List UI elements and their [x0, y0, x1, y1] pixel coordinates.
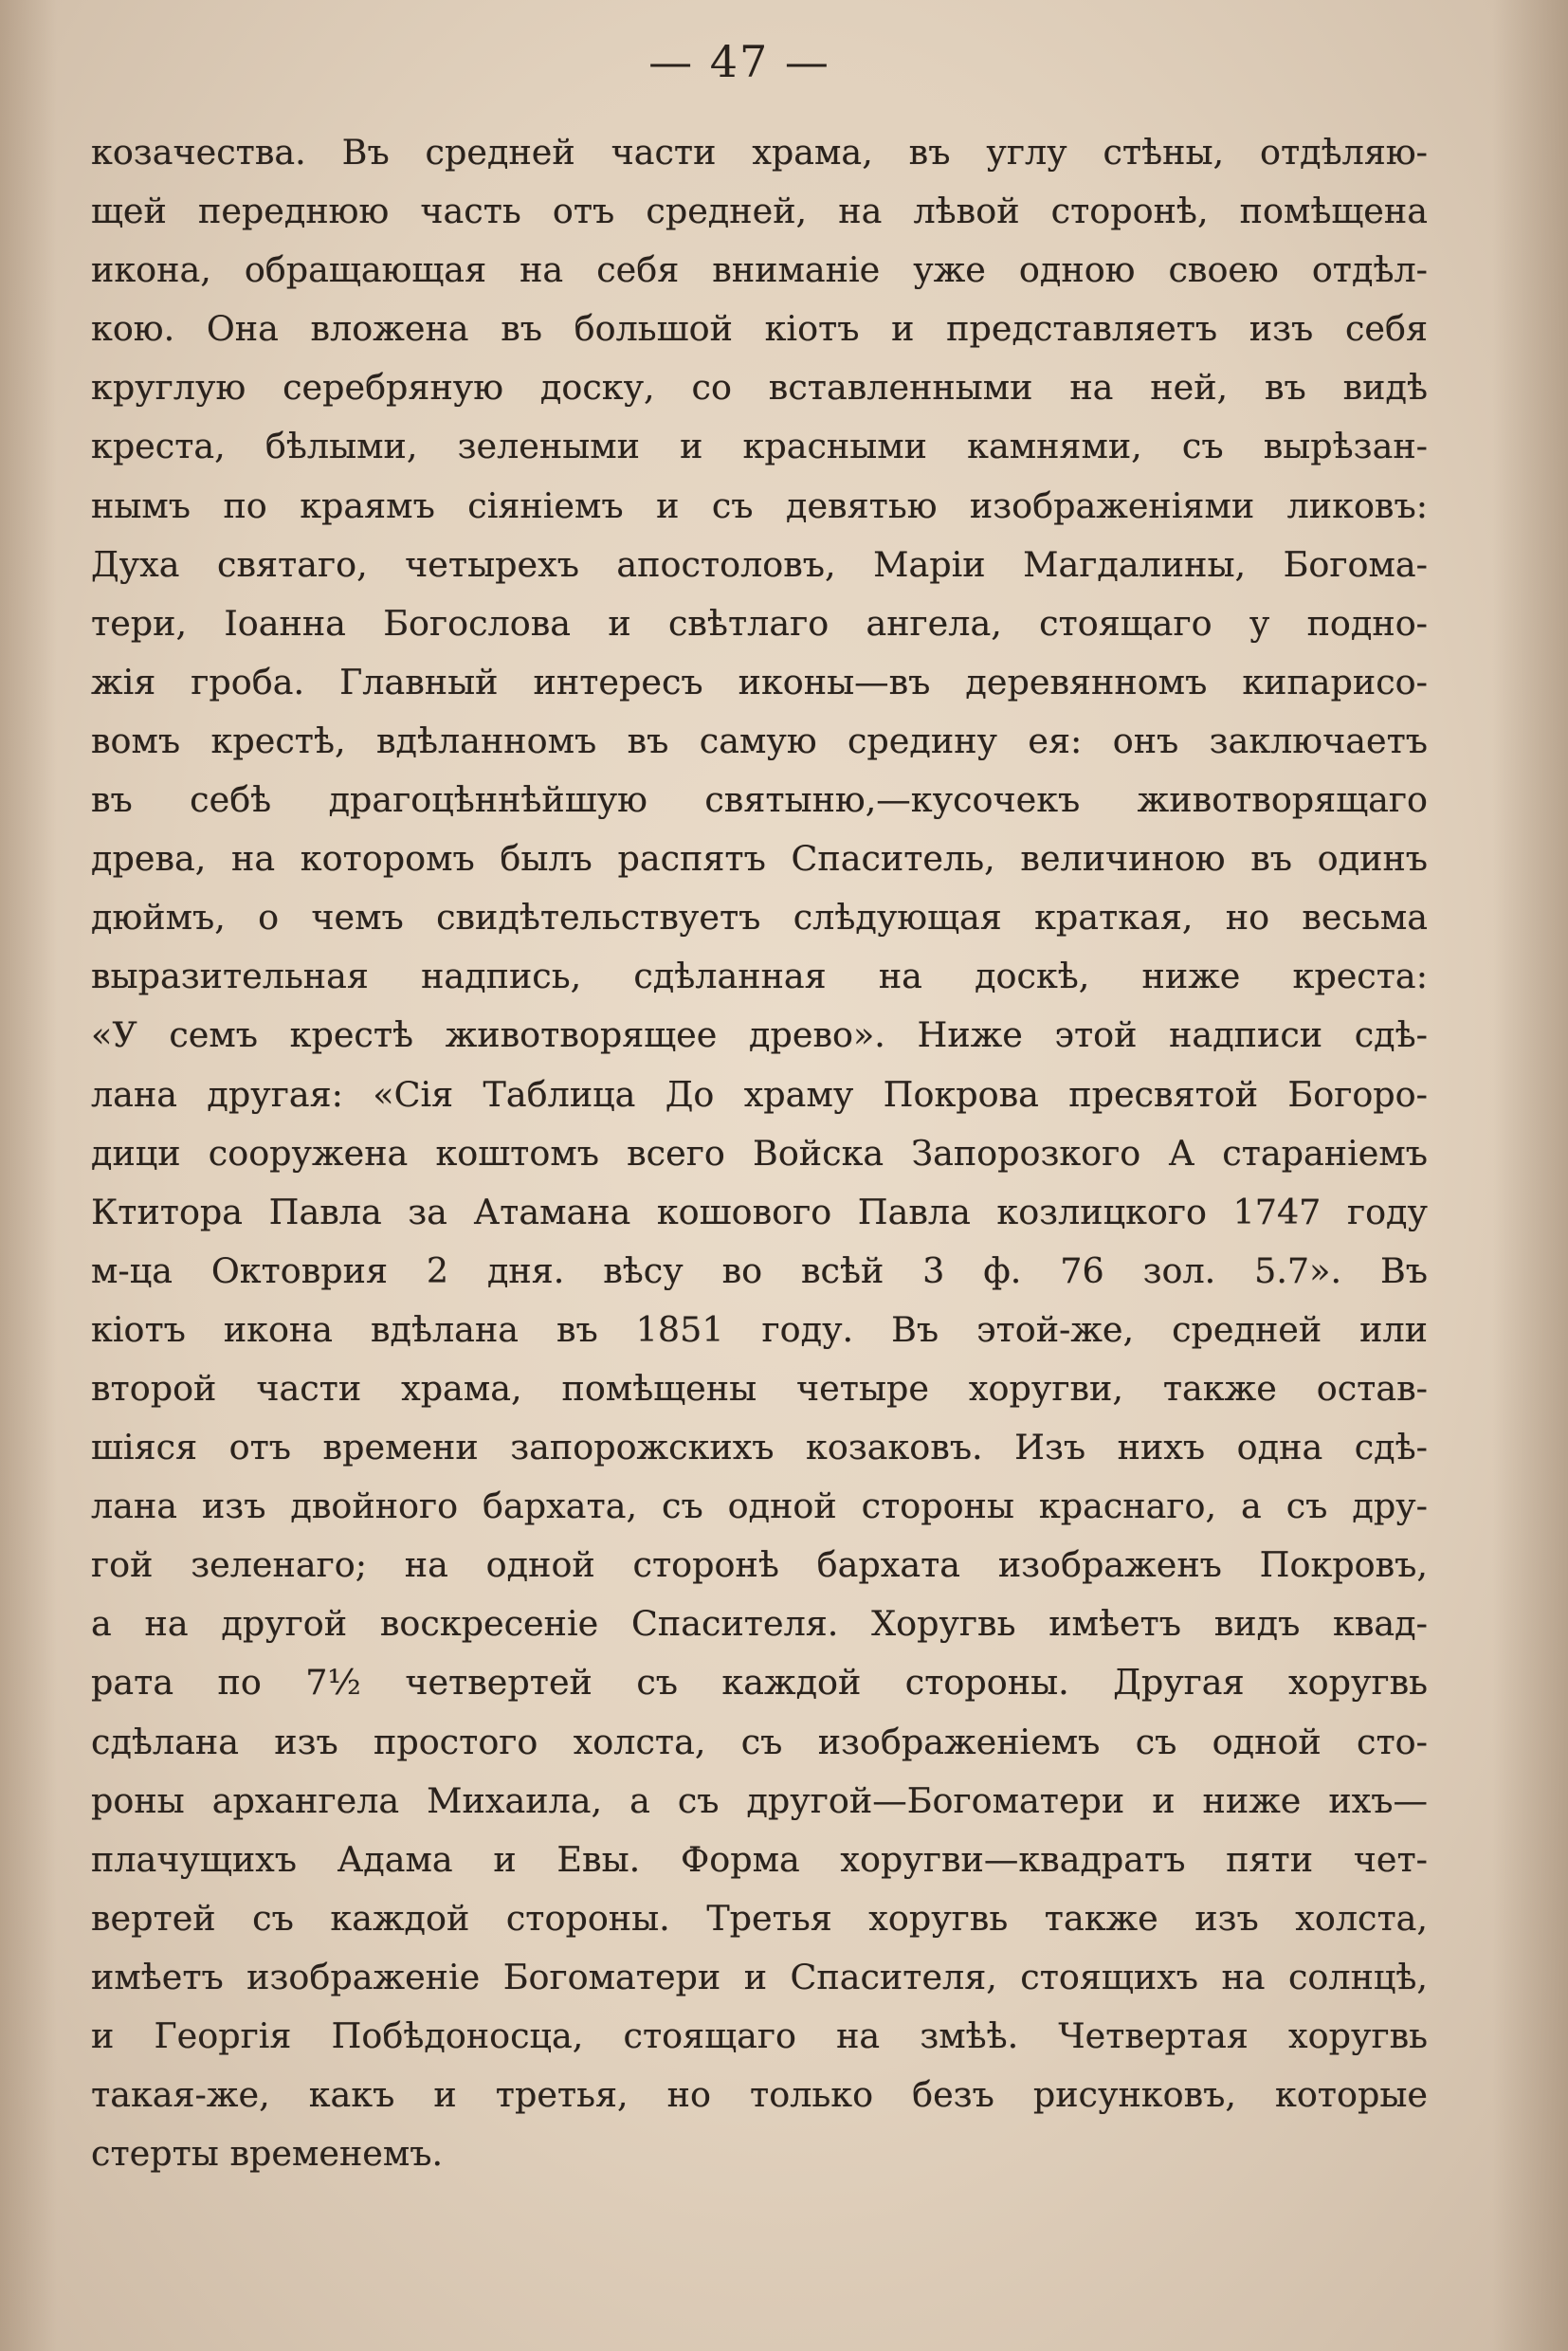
text-line: кою. Она вложена въ большой кіотъ и представляетъ изъ себя: [91, 308, 1428, 350]
text-line: лана изъ двойного бархата, съ одной стороны краснаго, а съ дру-: [91, 1485, 1428, 1527]
page-number: — 47 —: [648, 36, 830, 87]
text-line: тери, Іоанна Богослова и свѣтлаго ангела, стоящаго у подно-: [91, 602, 1428, 644]
text-line: второй части храма, помѣщены четыре хоругви, также остав-: [91, 1367, 1428, 1409]
body-text: [91, 123, 1428, 2183]
text-line: а на другой воскресеніе Спасителя. Хоругвь имѣетъ видъ квад-: [91, 1603, 1428, 1645]
text-line: вомъ крестѣ, вдѣланномъ въ самую средину ея: онъ заключаетъ: [91, 720, 1428, 761]
text-line: такая-же, какъ и третья, но только безъ рисунковъ, которые: [91, 2074, 1428, 2116]
text-line: имѣетъ изображеніе Богоматери и Спасителя, стоящихъ на солнцѣ,: [91, 1956, 1428, 1997]
text-line: рата по 7½ четвертей съ каждой стороны. Другая хоругвь: [91, 1662, 1428, 1704]
text-line: Духа святаго, четырехъ апостоловъ, Маріи Магдалины, Богома-: [91, 543, 1428, 585]
text-line: плачущихъ Адама и Евы. Форма хоругви—квадратъ пяти чет-: [91, 1838, 1428, 1880]
text-line: выразительная надпись, сдѣланная на доскѣ, ниже креста:: [91, 956, 1428, 997]
text-line: козачества. Въ средней части храма, въ углу стѣны, отдѣляю-: [91, 132, 1428, 173]
text-line: стерты временемъ.: [91, 2133, 444, 2175]
text-line: лана другая: «Сія Таблица До храму Покрова пресвятой Богоро-: [91, 1073, 1428, 1115]
text-line: круглую серебряную доску, со вставленными на ней, въ видѣ: [91, 367, 1428, 409]
text-line: кіотъ икона вдѣлана въ 1851 году. Въ этой-же, средней или: [91, 1308, 1428, 1350]
text-line: сдѣлана изъ простого холста, съ изображеніемъ съ одной сто-: [91, 1721, 1428, 1762]
text-line: древа, на которомъ былъ распятъ Спаситель, величиною въ одинъ: [91, 838, 1428, 880]
text-line: икона, обращающая на себя вниманіе уже одною своею отдѣл-: [91, 249, 1428, 291]
text-line: Ктитора Павла за Атамана кошового Павла козлицкого 1747 году: [91, 1191, 1428, 1232]
text-line: креста, бѣлыми, зелеными и красными камнями, съ вырѣзан-: [91, 426, 1428, 467]
text-line: дици сооружена коштомъ всего Войска Запорозкого А стараніемъ: [91, 1132, 1428, 1174]
text-line: дюймъ, о чемъ свидѣтельствуетъ слѣдующая краткая, но весьма: [91, 897, 1428, 939]
text-line: и Георгія Побѣдоносца, стоящаго на змѣѣ. Четвертая хоругвь: [91, 2015, 1428, 2056]
text-line: жія гроба. Главный интересъ иконы—въ деревянномъ кипарисо-: [91, 661, 1428, 702]
text-line: нымъ по краямъ сіяніемъ и съ девятью изображеніями ликовъ:: [91, 484, 1428, 526]
text-line: щей переднюю часть отъ средней, на лѣвой сторонѣ, помѣщена: [91, 191, 1428, 232]
text-line: роны архангела Михаила, а съ другой—Богоматери и ниже ихъ—: [91, 1779, 1428, 1821]
text-line: шіяся отъ времени запорожскихъ козаковъ. Изъ нихъ одна сдѣ-: [91, 1427, 1428, 1468]
text-line: «У семъ крестѣ животворящее древо». Ниже этой надписи сдѣ-: [91, 1014, 1428, 1056]
text-line: въ себѣ драгоцѣннѣйшую святыню,—кусочекъ животворящаго: [91, 779, 1428, 821]
text-line: вертей съ каждой стороны. Третья хоругвь также изъ холста,: [91, 1897, 1428, 1939]
text-line: м-ца Октоврия 2 дня. вѣсу во всѣй 3 ф. 76 зол. 5.7». Въ: [91, 1249, 1428, 1291]
text-line: гой зеленаго; на одной сторонѣ бархата изображенъ Покровъ,: [91, 1544, 1428, 1586]
